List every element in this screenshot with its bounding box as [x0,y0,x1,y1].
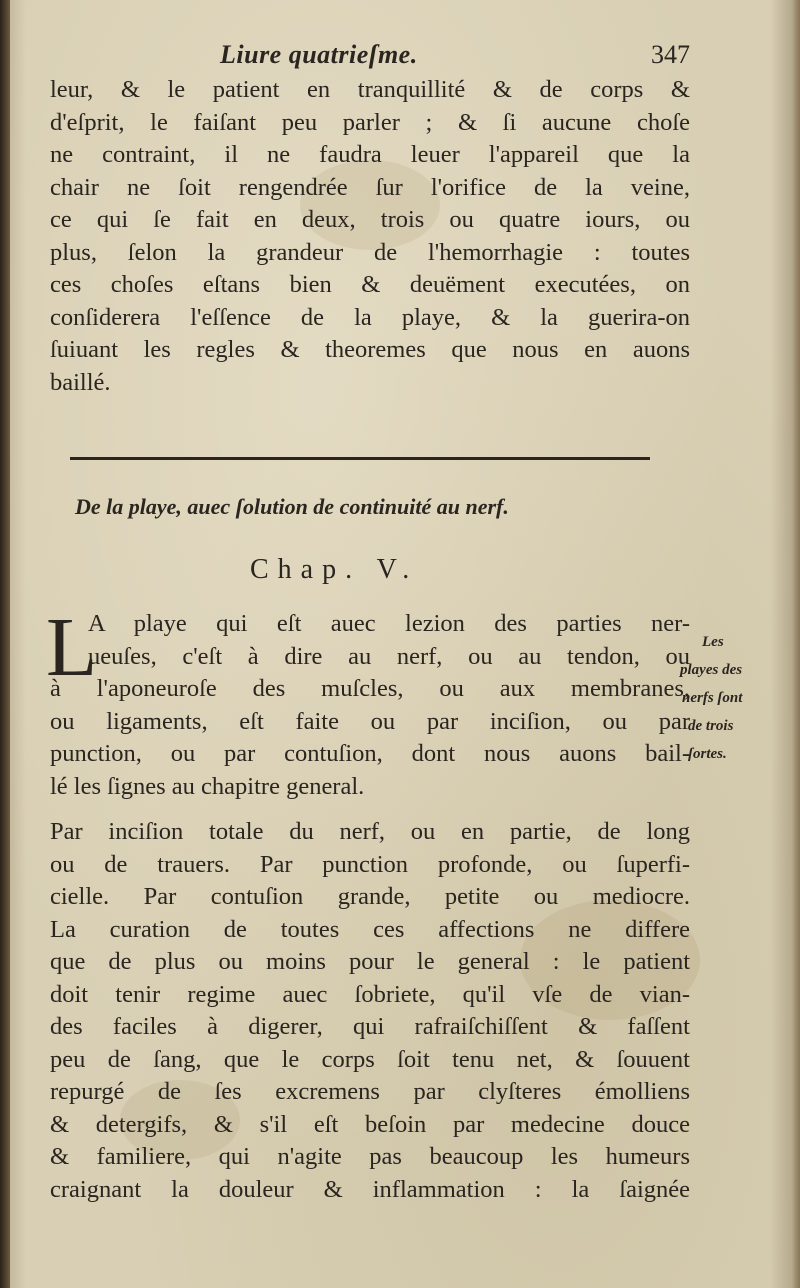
text-line: baillé. [50,368,111,396]
text-line: punction, ou par contuſion, dont nous auons bail- [50,740,690,767]
text-line: conſiderera l'eſſence de la playe, & la guerira-on [50,303,690,331]
text-line: ne contraint, il ne faudra leuer l'appareil que la [50,141,690,168]
margin-note-line: playes des [680,662,743,678]
text-line: ſuiuant les regles & theoremes que nous en auons [50,336,690,363]
book-spine [0,0,10,1288]
text-line: Par inciſion totale du nerf, ou en partie, de long [50,818,690,845]
text-line: ou de trauers. Par punction profonde, ou ſuperfi- [50,850,690,878]
page-number: 347 [651,40,690,69]
text-line: des faciles à digerer, qui rafraiſchiſſent & faſſent [50,1013,690,1040]
text-line: chair ne ſoit rengendrée ſur l'orifice de la veine, [50,173,690,201]
chapter-heading: Chap. V. [250,554,419,585]
text-line: peu de ſang, que le corps ſoit tenu net, & ſouuent [50,1045,690,1073]
paragraph-continued [50,74,690,399]
text-line: ou ligaments, eſt faite ou par inciſion, ou par [50,707,690,735]
text-line: ce qui ſe fait en deux, trois ou quatre iours, ou [50,206,690,233]
text-line: ueuſes, c'eſt à dire au nerf, ou au tendon, ou [88,642,690,670]
text-line: plus, ſelon la grandeur de l'hemorrhagie : toutes [50,238,690,266]
section-divider [70,457,650,460]
text-line: d'eſprit, le faiſant peu parler ; & ſi aucune choſe [50,108,690,136]
margin-note-line: de trois [688,718,734,734]
margin-note-line: nerfs ſont [682,690,743,706]
margin-note-line: Les [702,634,724,650]
section-title: De la playe, auec ſolution de continuité au nerf. [75,494,509,519]
text-line: & familiere, qui n'agite pas beaucoup les humeurs [50,1143,690,1170]
text-line: lé les ſignes au chapitre general. [50,772,365,800]
text-line: leur, & le patient en tranquillité & de corps & [50,76,690,103]
drop-cap: L [46,601,98,694]
margin-note [680,628,790,768]
text-line: La curation de toutes ces affections ne differe [50,915,690,943]
text-line: craignant la douleur & inflammation : la ſaignée [50,1175,690,1203]
text-line: ces choſes eſtans bien & deuëment executées, on [50,271,690,298]
text-line: doit tenir regime auec ſobriete, qu'il vſe de vian- [50,980,690,1008]
text-line: A playe qui eſt auec lezion des parties ner- [88,610,690,637]
text-line: que de plus ou moins pour le general : le patient [50,948,690,975]
margin-note-line: ſortes. [688,746,727,762]
page-edge [792,0,800,1288]
body-paragraph [50,816,690,1206]
running-title: Liure quatrieſme. [220,40,418,69]
text-line: à l'aponeuroſe des muſcles, ou aux membranes, [50,675,690,702]
text-line: cielle. Par contuſion grande, petite ou mediocre. [50,883,690,910]
text-line: repurgé de ſes excremens par clyſteres émolliens [50,1078,690,1105]
chapter-opening-paragraph [50,608,690,803]
text-line: & detergifs, & s'il eſt beſoin par medecine douce [50,1110,690,1138]
